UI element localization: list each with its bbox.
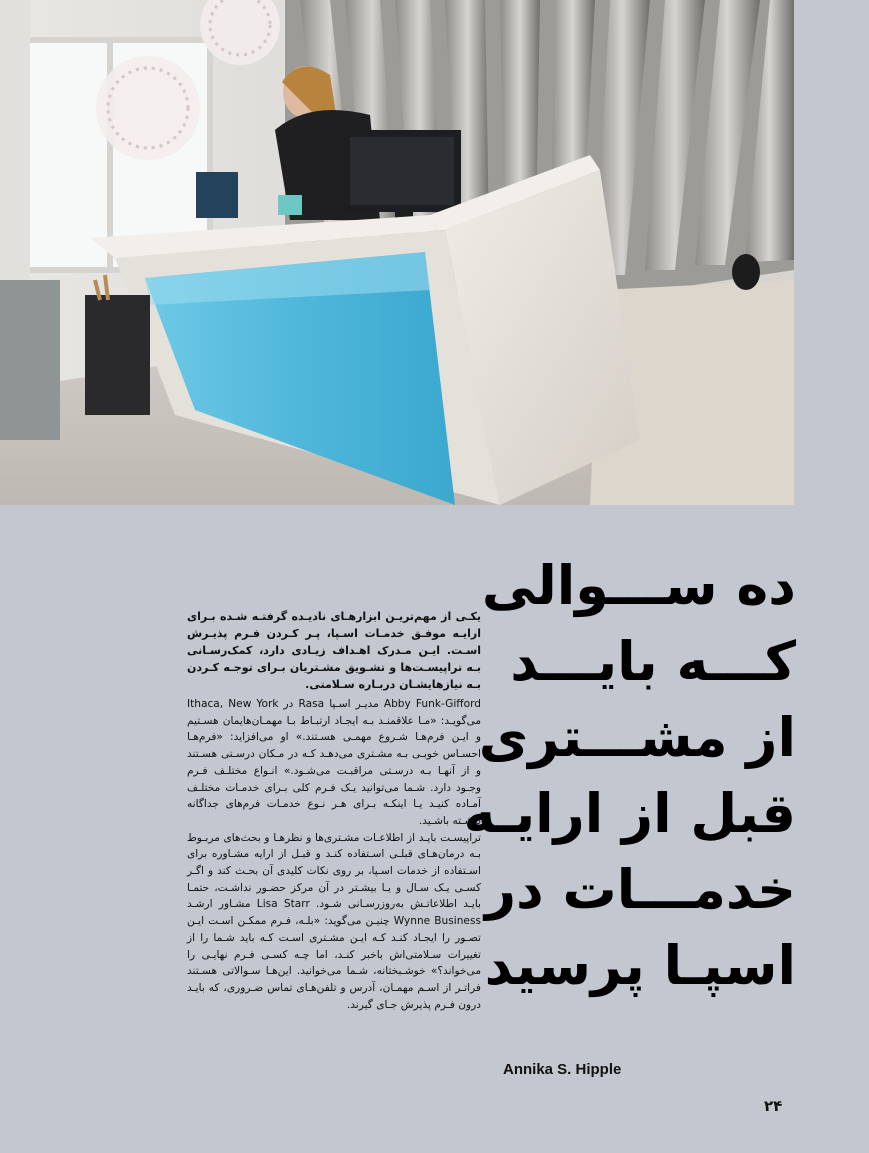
spa-reception-photo [0, 0, 794, 505]
article-paragraph: تراپیسـت بایـد از اطلاعـات مشـتری‌ها و نظرهـا و بحث‌های مربـوط بـه درمان‌هـای قبلـی اسـتفاده کنـد و قبـل از ارایه مشـاوره برای اسـتفاده از خدمات اسـپا، بر روی نکات کلیدی آن بحـث کند و اگـر کسـی یـک سـال و یـا بیشـتر در آن مرکز حضـور نداشـت، حتمـا بایـد اطلاعاتـش به‌روزرسـانی شـود. Lisa Starr مشـاور ارشـد Wynne Business چنیـن می‌گوید: «بلـه، فـرم ممکـن اسـت ایـن تصـور را ایجـاد کنـد کـه ایـن مشـتری اسـت کـه باید شـما را از تغییرات سـلامتی‌اش باخبر کنـد، اما چـه کسـی فـرم نهایـی را می‌خواند؟» خوشـبختانه، شـما می‌خوانید. این‌هـا سـوالاتی هسـتند فراتـر از اسـم مهمـان، آدرس و تلفن‌هـای تماس ضـروری، که بایـد درون فـرم پذیرش جـای گیرند. [187, 831, 481, 1011]
title-line: کـــه بایـــد [510, 630, 796, 693]
floor-object [732, 254, 760, 290]
umbrella-stand [85, 275, 150, 415]
title-line: خدمـــات در [484, 858, 796, 921]
title-line: از مشـــتری [478, 706, 796, 769]
left-column [0, 280, 60, 440]
brochure-stand [196, 172, 238, 218]
desk-cup [278, 195, 302, 215]
article-body [187, 608, 481, 1013]
reception-illustration [0, 0, 794, 505]
computer-monitor [343, 130, 461, 224]
article-paragraph: Abby Funk-Gifford مدیـر اسـپا Rasa در Ithaca, New York می‌گویـد: «مـا علاقمنـد بـه ایجـاد ارتبـاط بـا مهمـان‌هایمان هسـتیم و ایـن فرم‌هـا شـروع مهمـی هسـتند.» او می‌افزاید: «فرم‌هـا احسـاس خوبـی بـه مشـتری می‌دهـد کـه در مـکان درسـتی هسـتند و از آنهـا بـه درسـتی مراقبـت می‌شـود.» انـواع مختلـف فـرم وجـود دارد. شـما می‌توانید یـک فـرم کلی بـرای خدمـات مختلـف آمـاده کنیـد یـا اینکـه بـرای هـر نـوع خدمـات فرم‌های جداگانه داشـته باشـید. [187, 698, 481, 827]
page-number: ۲۴ [764, 1097, 783, 1115]
article-title [463, 548, 796, 1004]
author-name: Annika S. Hipple [503, 1061, 622, 1078]
title-line: ده ســـوالی [481, 554, 796, 617]
article-lead: یکـی از مهم‌تریـن ابزارهـای نادیـده گرفتـه شـده بـرای ارایـه موفـق خدمـات اسـپا، پـر کـردن فـرم پذیـرش اسـت. ایـن مـدرک اهـداف زیـادی دارد، کمک‌رسـانی بـه تراپیسـت‌ها و تشـویق مشـتریان بـرای توجـه کـردن بـه نیازهایشـان دربـاره سـلامتی. [187, 610, 481, 691]
title-line: قبل از ارایـه [463, 782, 796, 845]
title-line: اسپـا پرسید [484, 934, 796, 997]
